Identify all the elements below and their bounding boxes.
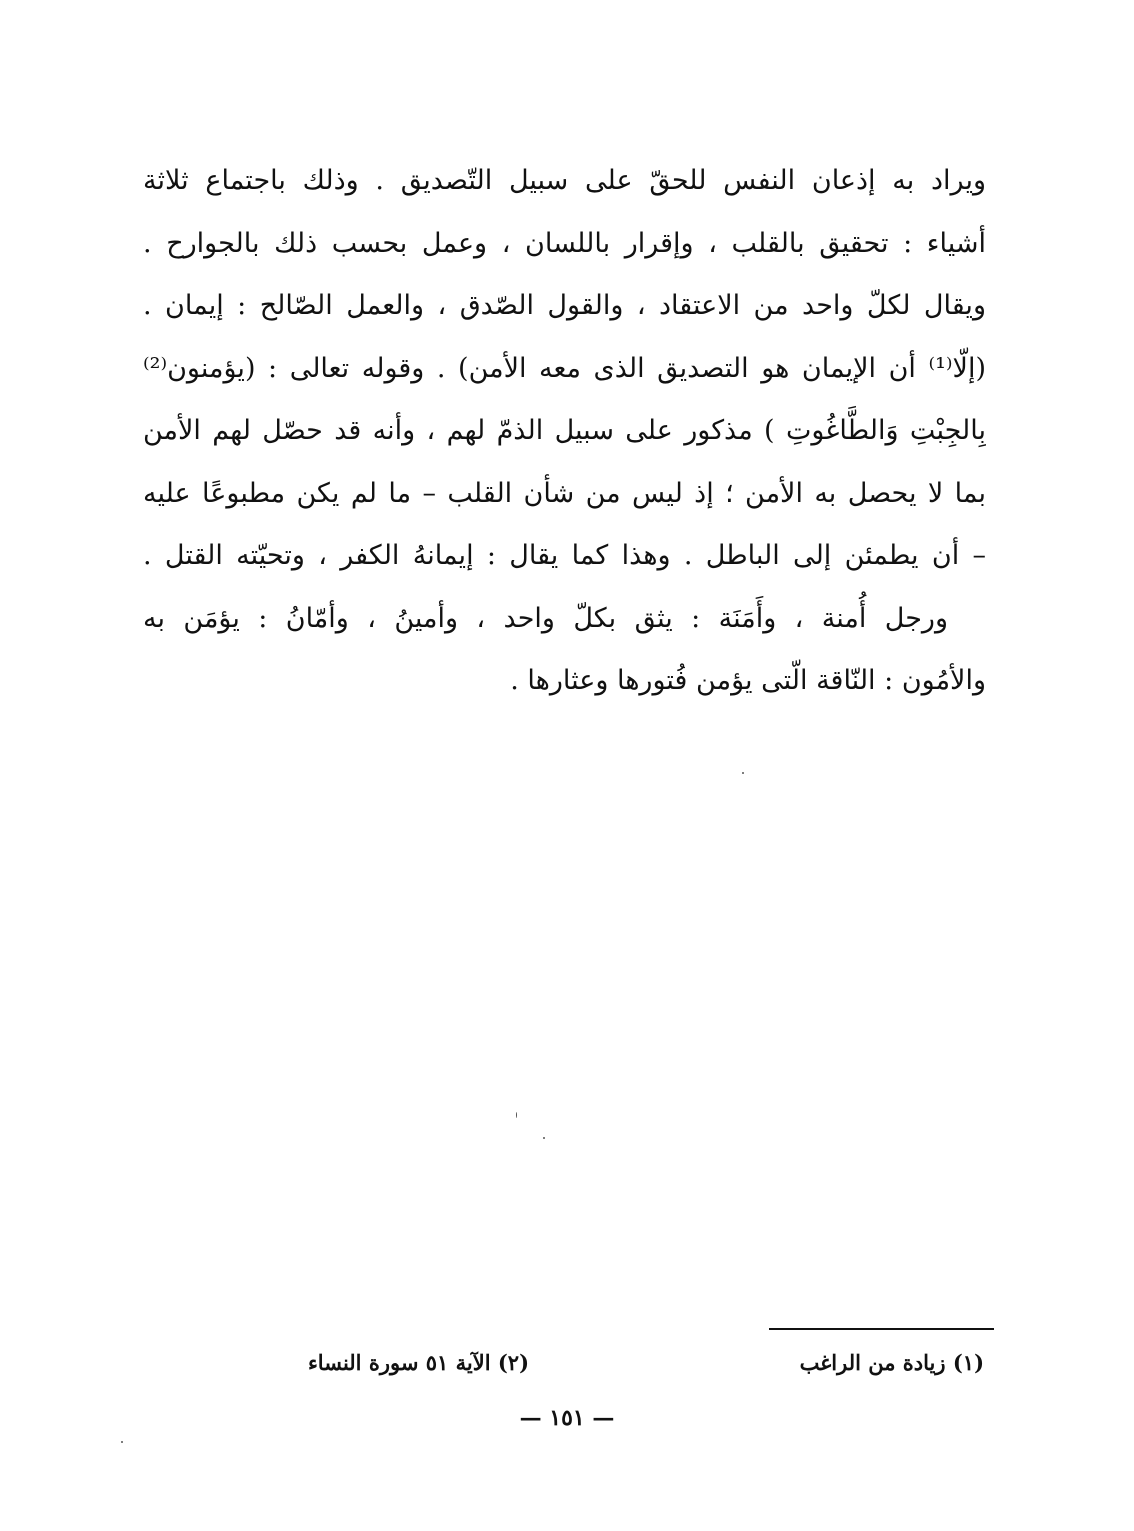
- scan-speck: [516, 1112, 517, 1118]
- text-line-7: – أن يطمئن إلى الباطل . وهذا كما يقال : إيمانهُ الكفر ، وتحيّته القتل .: [143, 540, 986, 571]
- main-text: [143, 150, 986, 713]
- page-number: — ١٥١ —: [519, 1405, 615, 1431]
- footnote-1: (١) زيادة من الراغب: [799, 1350, 984, 1375]
- text-line-2: أشياء : تحقيق بالقلب ، وإقرار باللسان ، وعمل بحسب ذلك بالجوارح .: [143, 227, 986, 259]
- text-line-6: بما لا يحصل به الأمن ؛ إذ ليس من شأن القلب – ما لم يكن مطبوعًا عليه: [143, 477, 986, 509]
- footnote-separator: [769, 1328, 994, 1330]
- scan-speck: [543, 1137, 545, 1139]
- text-line-1: ويراد به إذعان النفس للحقّ على سبيل التّصديق . وذلك باجتماع ثلاثة: [143, 165, 986, 196]
- text-line-5: بِالجِبْتِ وَالطَّاغُوتِ ) مذكور على سبيل الذمّ لهم ، وأنه قد حصّل لهم الأمن: [143, 415, 986, 446]
- text-line-9: والأمُون : النّاقة الّتى يؤمن فُتورها وعثارها .: [510, 665, 986, 696]
- scan-speck: [121, 1441, 123, 1443]
- scan-speck: [742, 772, 744, 774]
- text-line-4: (إلّا⁽¹⁾ أن الإيمان هو التصديق الذى معه الأمن) . وقوله تعالى : (يؤمنون⁽²⁾: [143, 352, 986, 384]
- footnotes: [290, 1346, 984, 1380]
- text-line-8: ورجل أُمنة ، وأَمَنَة : يثق بكلّ واحد ، وأمينُ ، وأمّانُ : يؤمَن به: [143, 602, 948, 634]
- footnote-2: (٢) الآية ٥١ سورة النساء: [307, 1350, 529, 1375]
- text-line-3: ويقال لكلّ واحد من الاعتقاد ، والقول الصّدق ، والعمل الصّالح : إيمان .: [143, 290, 986, 321]
